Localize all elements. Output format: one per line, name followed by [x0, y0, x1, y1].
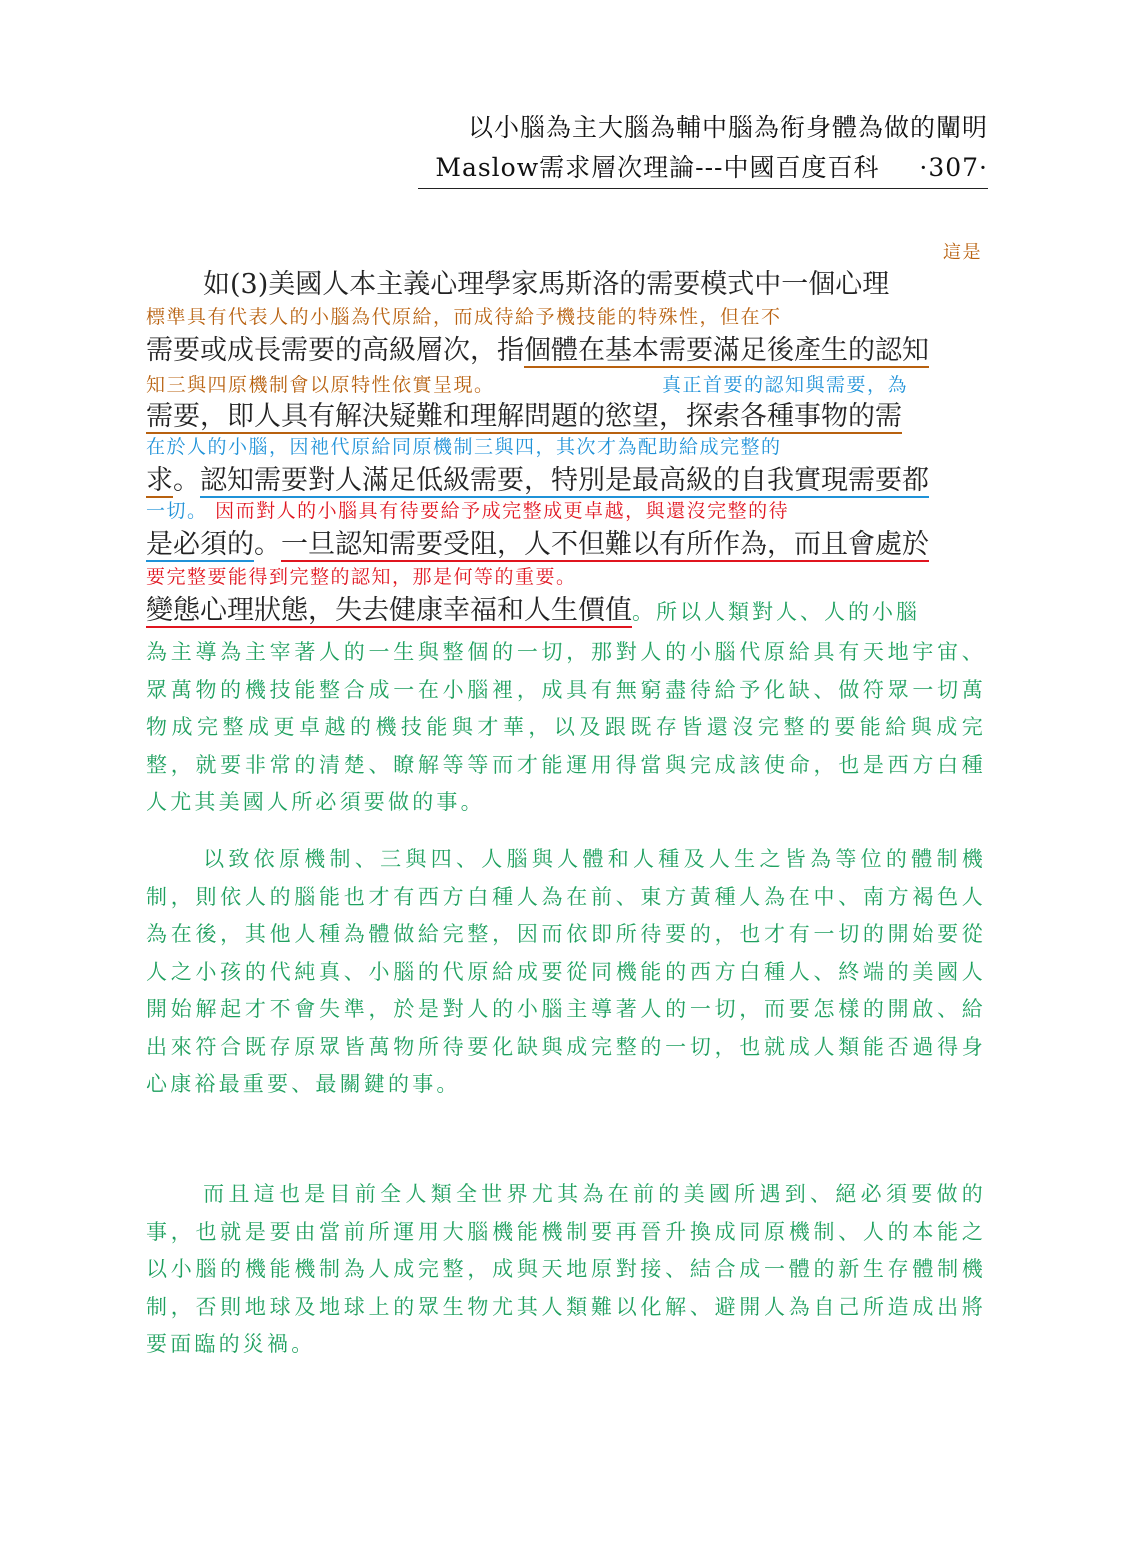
- header-subtitle-text: Maslow需求層次理論---中國百度百科: [435, 153, 880, 182]
- note-this-is: 這是: [943, 242, 982, 263]
- note-line-3: 在於人的小腦，因祂代原給同原機制三與四，其次才為配助給成完整的: [146, 436, 782, 458]
- paragraph-3: [146, 1176, 986, 1364]
- body-line-5b: 。: [254, 529, 281, 560]
- body-line-5a: 是必須的: [146, 529, 254, 560]
- body-line-2: [146, 328, 929, 367]
- paragraph-3-text: 而且這也是目前全人類全世界尤其為在前的美國所遇到、絕必須要做的事，也就是要由當前所運用大腦機能機制要再晉升換成同原機制、人的本能之以小腦的機能機制為人成完整，成與天地原對接、結合成一體的新生存體制機制，否則地球及地球上的眾生物尤其人類難以化解、避開人為自己所造成出將要面臨的災禍。: [146, 1182, 986, 1356]
- page-header-title: 以小腦為主大腦為輔中腦為衔身體為做的闡明: [467, 113, 988, 142]
- page-number: ·307·: [919, 153, 988, 182]
- paragraph-2-text: 以致依原機制、三與四、人腦與人體和人種及人生之皆為等位的體制機制，則依人的腦能也才有西方白種人為在前、東方黃種人為在中、南方褐色人為在後，其他人種為體做給完整，因而依即所待要的，也才有一切的開始要從人之小孩的代純真、小腦的代原給成要從同機能的西方白種人、終端的美國人開始解起才不會失準，於是對人的小腦主導著人的一切，而要怎樣的開啟、給出來符合既存原眾皆萬物所待要化缺與成完整的一切，也就成人類能否過得身心康裕最重要、最關鍵的事。: [146, 847, 986, 1096]
- body-line-4b: 。: [173, 465, 200, 496]
- paragraph-1: 為主導為主宰著人的一生與整個的一切，那對人的小腦代原給具有天地宇宙、眾萬物的機技能整合成一在小腦裡，成具有無窮盡待給予化缺、做符眾一切萬物成完整成更卓越的機技能與才華，以及跟既存皆還沒完整的要能給與成完整，就要非常的清楚、瞭解等等而才能運用得當與完成該使命，也是西方白種人尤其美國人所必須要做的事。: [146, 640, 986, 814]
- body-line-5: [146, 522, 929, 561]
- note-line-4a: 一切。: [146, 500, 208, 522]
- note-line-4: [146, 496, 789, 523]
- body-line-2b-underlined: 個體在基本需要滿足後產生的認知: [524, 335, 929, 366]
- body-line-3: [146, 394, 902, 433]
- page-header-subtitle: [418, 148, 988, 189]
- body-line-5c-underlined: 一旦認知需要受阻，人不但難以有所作為，而且會處於: [281, 529, 929, 560]
- note-line-4b: 因而對人的小腦具有待要給予成完整成更卓越，與還沒完整的待: [215, 500, 790, 522]
- body-line-6b: 。所以人類對人、人的小腦: [632, 600, 920, 624]
- body-line-1: 如(3)美國人本主義心理學家馬斯洛的需要模式中一個心理: [203, 269, 890, 300]
- body-line-2a: 需要或成長需要的高級層次，指: [146, 335, 524, 366]
- body-line-3-underlined: 需要，即人具有解決疑難和理解問題的慾望，探索各種事物的需: [146, 401, 902, 432]
- paragraph-2: [146, 841, 986, 1104]
- note-line-1: 標準具有代表人的小腦為代原給，而成待給予機技能的特殊性，但在不: [146, 306, 782, 328]
- note-line-2b: 真正首要的認知與需要，為: [662, 374, 909, 396]
- body-line-6: [146, 588, 920, 627]
- body-line-4c-underlined: 認知需要對人滿足低級需要，特別是最高級的自我實現需要都: [200, 465, 929, 496]
- note-line-5: 要完整要能得到完整的認知，那是何等的重要。: [146, 566, 577, 588]
- note-line-2a: 知三與四原機制會以原特性依實呈現。: [146, 374, 495, 396]
- body-line-4: [146, 458, 929, 497]
- body-line-4a: 求: [146, 465, 173, 496]
- body-line-6a-underlined: 變態心理狀態，失去健康幸福和人生價值: [146, 595, 632, 626]
